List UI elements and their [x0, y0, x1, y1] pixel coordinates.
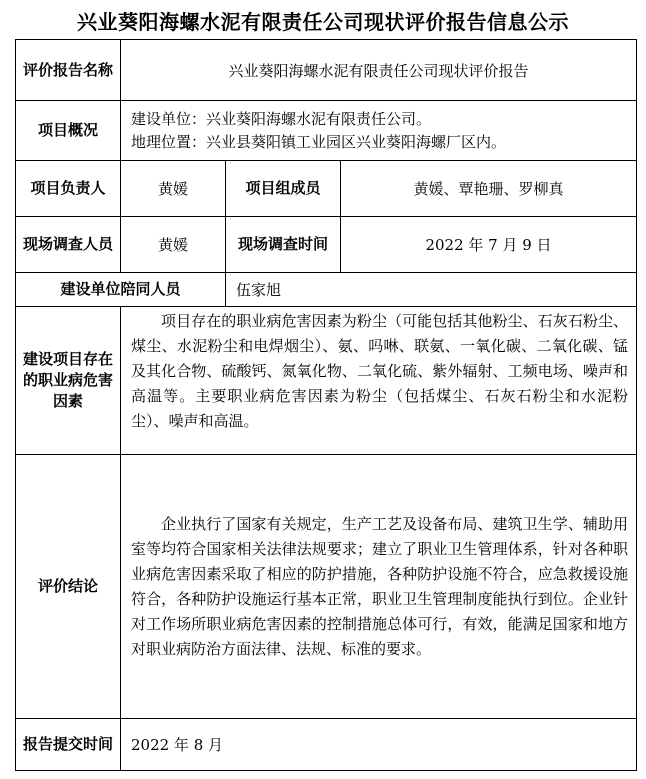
- row-escort: [16, 273, 637, 307]
- page-title: 兴业葵阳海螺水泥有限责任公司现状评价报告信息公示: [77, 10, 569, 34]
- overview-value: [121, 101, 637, 161]
- survey-time-value: 2022 年 7 月 9 日: [341, 217, 637, 273]
- conclusion-label: 评价结论: [16, 455, 121, 719]
- row-submit: [16, 719, 637, 771]
- escort-value: 伍家旭: [226, 273, 637, 307]
- escort-label: 建设单位陪同人员: [16, 273, 226, 307]
- hazards-value: 项目存在的职业病危害因素为粉尘（可能包括其他粉尘、石灰石粉尘、煤尘、水泥粉尘和电焊烟尘）、氨、吗啉、联氨、一氧化碳、二氧化碳、锰及其化合物、硫酸钙、氮氧化物、二氧化硫、紫外辐射、工频电场、噪声和高温等。主要职业病危害因素为粉尘（包括煤尘、石灰石粉尘和水泥粉尘）、噪声和高温。: [121, 307, 637, 455]
- row-overview: [16, 101, 637, 161]
- hazards-label: 建设项目存在的职业病危害因素: [16, 307, 121, 455]
- members-label: 项目组成员: [226, 161, 341, 217]
- overview-label: 项目概况: [16, 101, 121, 161]
- overview-builder: 建设单位：兴业葵阳海螺水泥有限责任公司。: [131, 109, 432, 128]
- row-report-name: [16, 40, 637, 101]
- row-survey: [16, 217, 637, 273]
- members-value: 黄媛、覃艳珊、罗柳真: [341, 161, 637, 217]
- info-table: [15, 39, 637, 771]
- conclusion-value: 企业执行了国家有关规定，生产工艺及设备布局、建筑卫生学、辅助用室等均符合国家相关法律法规要求；建立了职业卫生管理体系，针对各种职业病危害因素采取了相应的防护措施，各种防护设施不符合，应急救援设施符合，各种防护设施运行基本正常，职业卫生管理制度能执行到位。企业针对工作场所职业病危害因素的控制措施总体可行，有效，能满足国家和地方对职业病防治方面法律、法规、标准的要求。: [121, 455, 637, 719]
- survey-staff-label: 现场调查人员: [16, 217, 121, 273]
- row-hazards: [16, 307, 637, 455]
- submit-time-label: 报告提交时间: [16, 719, 121, 771]
- leader-value: 黄媛: [121, 161, 226, 217]
- leader-label: 项目负责人: [16, 161, 121, 217]
- row-leader: [16, 161, 637, 217]
- submit-time-value: 2022 年 8 月: [121, 719, 637, 771]
- report-name-label: 评价报告名称: [16, 40, 121, 101]
- survey-time-label: 现场调查时间: [226, 217, 341, 273]
- report-name-value: 兴业葵阳海螺水泥有限责任公司现状评价报告: [121, 40, 637, 101]
- row-conclusion: [16, 455, 637, 719]
- overview-location: 地理位置：兴业县葵阳镇工业园区兴业葵阳海螺厂区内。: [131, 132, 507, 151]
- survey-staff-value: 黄媛: [121, 217, 226, 273]
